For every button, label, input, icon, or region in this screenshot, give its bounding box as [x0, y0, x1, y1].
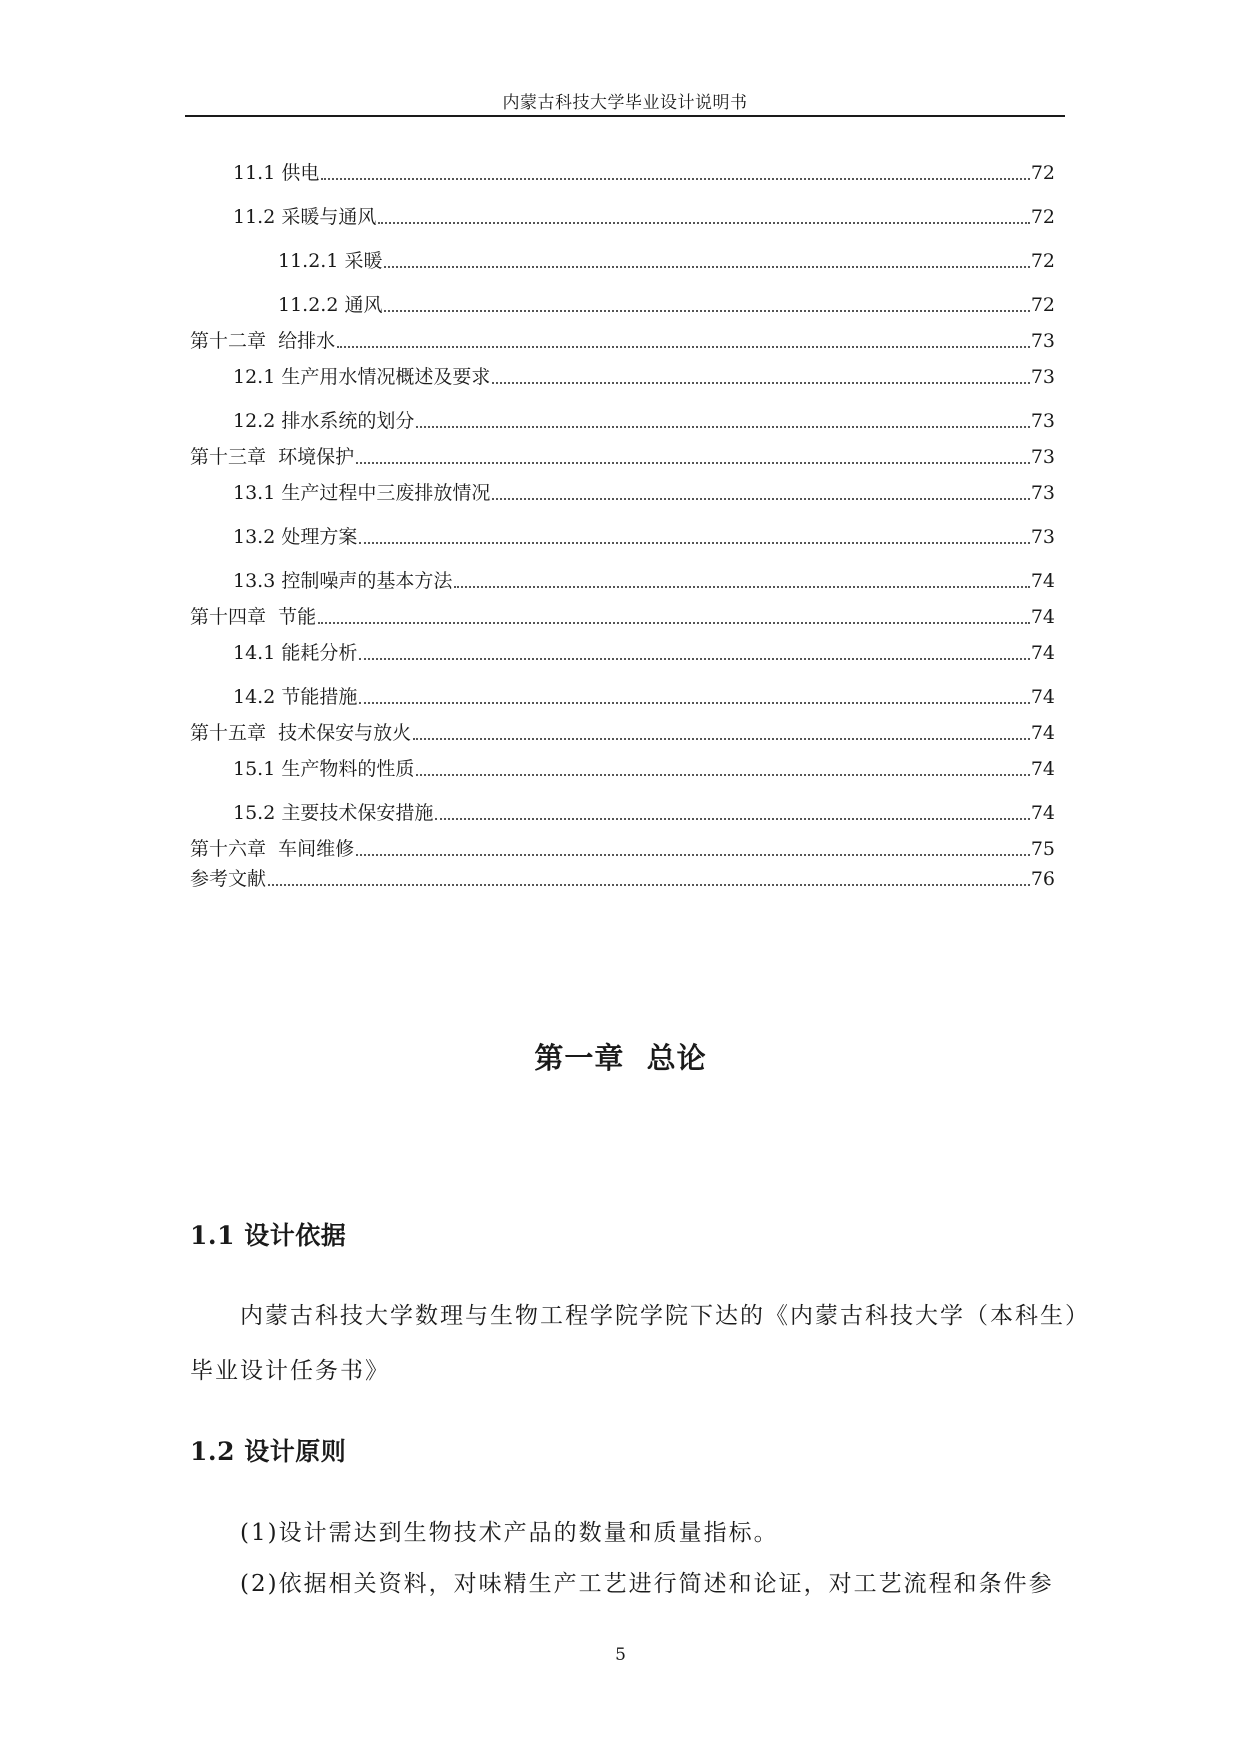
toc-entry-page: 74: [1030, 606, 1055, 628]
toc-entry[interactable]: [233, 684, 1055, 710]
toc-entry-label: 15.1 生产物料的性质: [233, 758, 415, 780]
toc-entry-page: 73: [1030, 330, 1055, 352]
toc-entry-label: 12.1 生产用水情况概述及要求: [233, 366, 491, 388]
toc-leader-dots: [359, 658, 1029, 660]
toc-entry-label: 13.1 生产过程中三废排放情况: [233, 482, 491, 504]
toc-entry-label: 12.2 排水系统的划分: [233, 410, 415, 432]
toc-entry[interactable]: [190, 328, 1055, 354]
toc-leader-dots: [318, 622, 1030, 624]
toc-entry-label: 13.3 控制噪声的基本方法: [233, 570, 453, 592]
toc-entry[interactable]: [233, 568, 1055, 594]
toc-entry-page: 76: [1030, 868, 1055, 890]
toc-entry-label: 14.2 节能措施: [233, 686, 358, 708]
toc-entry-label: 第十六章 车间维修: [190, 838, 355, 860]
toc-leader-dots: [492, 498, 1029, 500]
toc-leader-dots: [416, 426, 1029, 428]
toc-leader-dots: [492, 382, 1029, 384]
toc-leader-dots: [378, 222, 1029, 224]
toc-leader-dots: [384, 310, 1029, 312]
toc-entry[interactable]: [190, 444, 1055, 470]
toc-entry[interactable]: [190, 720, 1055, 746]
toc-entry-page: 74: [1030, 642, 1055, 664]
body-paragraph-line: 内蒙古科技大学数理与生物工程学院学院下达的《内蒙古科技大学（本科生）: [240, 1303, 1090, 1329]
toc-entry[interactable]: [190, 604, 1055, 630]
toc-entry[interactable]: [278, 292, 1055, 318]
page-header: 内蒙古科技大学毕业设计说明书: [502, 93, 748, 113]
toc-entry-page: 72: [1030, 206, 1055, 228]
toc-entry-label: 第十二章 给排水: [190, 330, 336, 352]
toc-leader-dots: [413, 738, 1030, 740]
toc-leader-dots: [359, 702, 1029, 704]
toc-leader-dots: [384, 266, 1029, 268]
toc-entry-label: 参考文献: [190, 868, 267, 890]
toc-entry-label: 11.2.1 采暖: [278, 250, 383, 272]
toc-entry-label: 11.1 供电: [233, 162, 320, 184]
toc-entry[interactable]: [233, 408, 1055, 434]
toc-leader-dots: [435, 818, 1029, 820]
toc-entry[interactable]: [233, 364, 1055, 390]
toc-leader-dots: [356, 854, 1030, 856]
toc-entry-label: 第十四章 节能: [190, 606, 317, 628]
section-title-1-1: 1.1 设计依据: [190, 1221, 347, 1250]
toc-entry[interactable]: [233, 640, 1055, 666]
toc-entry[interactable]: [233, 800, 1055, 826]
toc-entry-page: 73: [1030, 410, 1055, 432]
toc-entry-label: 11.2 采暖与通风: [233, 206, 377, 228]
toc-entry-label: 第十五章 技术保安与放火: [190, 722, 412, 744]
toc-entry-page: 74: [1030, 758, 1055, 780]
toc-leader-dots: [268, 884, 1030, 886]
toc-leader-dots: [359, 542, 1029, 544]
toc-entry-label: 第十三章 环境保护: [190, 446, 355, 468]
toc-entry[interactable]: [233, 756, 1055, 782]
toc-entry-page: 72: [1030, 294, 1055, 316]
toc-entry-page: 73: [1030, 446, 1055, 468]
toc-leader-dots: [416, 774, 1029, 776]
toc-entry-page: 73: [1030, 482, 1055, 504]
toc-entry-page: 73: [1030, 366, 1055, 388]
toc-entry-label: 13.2 处理方案: [233, 526, 358, 548]
toc-leader-dots: [356, 462, 1030, 464]
toc-entry[interactable]: [190, 866, 1055, 892]
body-paragraph-line: (2)依据相关资料，对味精生产工艺进行简述和论证，对工艺流程和条件参: [240, 1571, 1054, 1597]
toc-entry[interactable]: [233, 204, 1055, 230]
toc-entry[interactable]: [233, 524, 1055, 550]
section-title-1-2: 1.2 设计原则: [190, 1437, 347, 1466]
toc-entry-label: 15.2 主要技术保安措施: [233, 802, 434, 824]
toc-leader-dots: [337, 346, 1030, 348]
toc-leader-dots: [454, 586, 1029, 588]
page-number: 5: [615, 1645, 626, 1665]
toc-entry-page: 74: [1030, 570, 1055, 592]
body-paragraph-line: 毕业设计任务书》: [190, 1358, 390, 1384]
toc-entry[interactable]: [190, 836, 1055, 862]
toc-entry-page: 75: [1030, 838, 1055, 860]
toc-entry-page: 72: [1030, 250, 1055, 272]
body-paragraph-line: (1)设计需达到生物技术产品的数量和质量指标。: [240, 1520, 779, 1546]
toc-entry-page: 74: [1030, 722, 1055, 744]
toc-entry-page: 74: [1030, 686, 1055, 708]
toc-entry-page: 74: [1030, 802, 1055, 824]
toc-entry-label: 14.1 能耗分析: [233, 642, 358, 664]
chapter-title: 第一章 总论: [534, 1041, 707, 1075]
toc-entry-label: 11.2.2 通风: [278, 294, 383, 316]
toc-entry[interactable]: [233, 480, 1055, 506]
toc-entry-page: 73: [1030, 526, 1055, 548]
toc-entry-page: 72: [1030, 162, 1055, 184]
toc-entry[interactable]: [233, 160, 1055, 186]
toc-entry[interactable]: [278, 248, 1055, 274]
toc-leader-dots: [321, 178, 1029, 180]
